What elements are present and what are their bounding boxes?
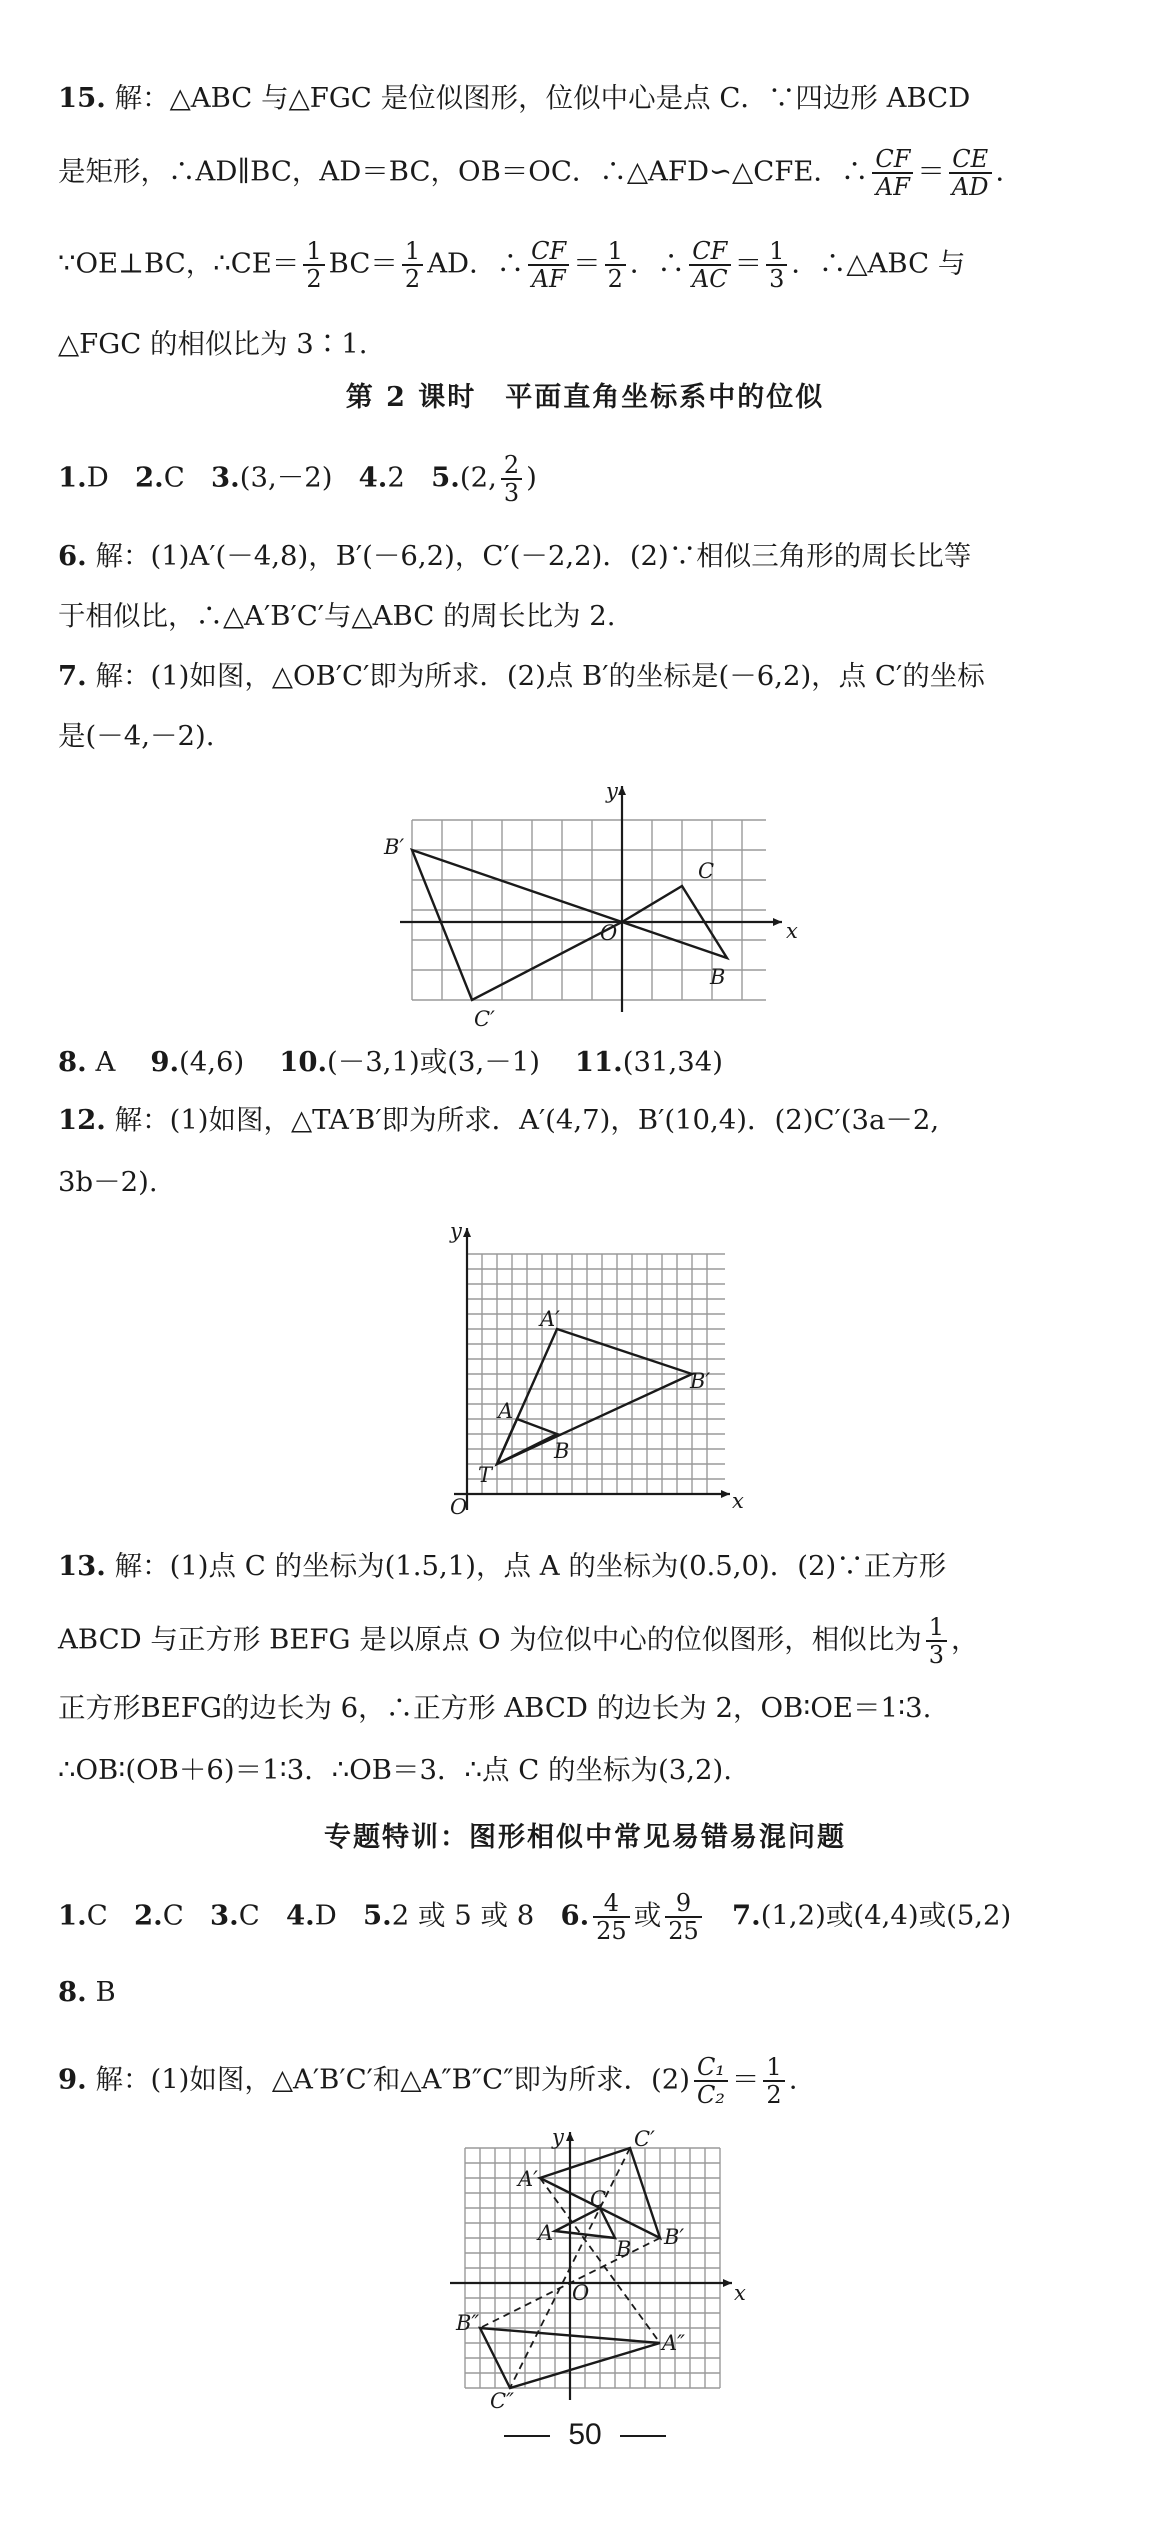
q7-figure: [380, 772, 800, 1032]
answer-6-fraction-2: $\frac{9}{25}$: [665, 1890, 702, 1944]
x-axis-label: x: [786, 919, 798, 943]
page-number-dash-right: [620, 2435, 666, 2437]
q7-coordinate-grid: [380, 772, 800, 1032]
point-a1-label: A′: [518, 2167, 538, 2191]
q15-line-2: 是矩形，∴AD∥BC，AD＝BC，OB＝OC．∴△AFD∽△CFE．∴ $\frac{CF}{AF}$ ＝ $\frac{CE}{AD}$ ．: [58, 145, 1023, 201]
point-c2-label: C″: [490, 2389, 514, 2413]
q12-coordinate-grid: [440, 1218, 744, 1519]
y-axis-label: y: [552, 2125, 564, 2149]
q15-frac-third: $\frac{1}{3}$: [766, 238, 787, 292]
q9-frac-c1-c2: $\frac{\text{C₁}}{\text{C₂}}$: [694, 2054, 728, 2108]
q13-line-4: ∴OB∶(OB＋6)＝1∶3．∴OB＝3．∴点 C 的坐标为(3,2).: [58, 1754, 732, 1786]
page-number-dash-left: [504, 2435, 550, 2437]
q13-line-3: 正方形BEFG的边长为 6，∴正方形 ABCD 的边长为 2，OB∶OE＝1∶3.: [58, 1692, 932, 1724]
point-b-label: B: [554, 1439, 570, 1463]
answers-row-8-11: 8. A 9.(4,6) 10.(－3,1)或(3,－1) 11.(31,34): [58, 1046, 723, 1078]
origin-label: O: [450, 1495, 468, 1519]
q15-frac-half-3: $\frac{1}{2}$: [605, 238, 626, 292]
q7-line-1: 7. 解：(1)如图，△OB′C′即为所求．(2)点 B′的坐标是(－6,2)，点 C′的坐标: [58, 660, 985, 692]
answer-5-fraction: $\frac{2}{3}$: [501, 452, 522, 506]
point-b1-label: B′: [690, 1369, 711, 1393]
x-axis-arrow-icon: [773, 918, 782, 926]
q13-line-1: 13. 解：(1)点 C 的坐标为(1.5,1)，点 A 的坐标为(0.5,0)．(2)∵正方形: [58, 1550, 947, 1582]
point-b2-label: B″: [456, 2311, 480, 2335]
q7-line-2: 是(－4,－2).: [58, 720, 215, 752]
section-heading-special-training: 专题特训：图形相似中常见易错易混问题: [324, 1822, 846, 1853]
q15-frac-half-1: $\frac{1}{2}$: [303, 238, 324, 292]
q15-text-2: 是矩形，∴AD∥BC，AD＝BC，OB＝OC．∴△AFD∽△CFE．∴: [58, 155, 869, 188]
q15-text-1: 解：△ABC 与△FGC 是位似图形，位似中心是点 C．∵四边形 ABCD: [105, 82, 971, 114]
x-axis-label: x: [732, 1489, 744, 1513]
q9-frac-half: $\frac{1}{2}$: [763, 2054, 784, 2108]
section-heading-lesson-2: 第 2 课时 平面直角坐标系中的位似: [345, 382, 825, 413]
point-b1-label: B′: [664, 2225, 685, 2249]
point-a1-label: A′: [540, 1307, 560, 1331]
point-c1-label: C′: [474, 1007, 495, 1031]
q15-frac-half-2: $\frac{1}{2}$: [402, 238, 423, 292]
q9-figure: [430, 2124, 750, 2414]
point-b1-label: B′: [384, 835, 405, 859]
point-a-label: A: [498, 1399, 514, 1423]
q12-line-2: 3b－2).: [58, 1166, 158, 1198]
y-axis-label: y: [606, 779, 618, 803]
point-c1-label: C′: [634, 2127, 655, 2151]
x-axis-label: x: [734, 2281, 746, 2305]
point-a-label: A: [538, 2221, 554, 2245]
q15-frac-cf-af-2: $\frac{CF}{AF}$: [528, 238, 569, 292]
y-axis-arrow-icon: [566, 2132, 574, 2141]
point-c-label: C: [698, 859, 715, 883]
origin-label: O: [600, 921, 618, 945]
page-number-value: 50: [568, 2418, 602, 2451]
q13-fraction: $\frac{1}{3}$: [926, 1614, 947, 1668]
q6-line-1: 6. 解：(1)A′(－4,8)，B′(－6,2)，C′(－2,2)．(2)∵相似三角形的周长比等: [58, 540, 972, 572]
origin-label: O: [572, 2281, 590, 2305]
q15-number: 15.: [58, 82, 106, 114]
x-axis-arrow-icon: [723, 2279, 732, 2287]
q9-line-1: 9. 解：(1)如图，△A′B′C′和△A″B″C″即为所求．(2) $\frac{\text{C₁}}{\text{C₂}}$ ＝ $\frac{1}{2}$ .: [58, 2053, 798, 2109]
q15-frac-cf-af: $\frac{CF}{AF}$: [872, 146, 913, 200]
x-axis-arrow-icon: [721, 1490, 730, 1498]
q13-line-2: ABCD 与正方形 BEFG 是以原点 O 为位似中心的位似图形，相似比为 $\frac{1}{3}$ ，: [58, 1613, 979, 1669]
point-b-label: B: [710, 965, 726, 989]
point-c-label: C: [590, 2187, 607, 2211]
q6-line-2: 于相似比，∴△A′B′C′与△ABC 的周长比为 2.: [58, 600, 616, 632]
page-number: [0, 2418, 1170, 2452]
grid-lines: [467, 1254, 725, 1494]
q15-frac-ce-ad: $\frac{CE}{AD}$: [949, 146, 992, 200]
y-axis-label: y: [450, 1219, 462, 1243]
answers-row-1-5: 1.D 2.C 3.(3,－2) 4.2 5.(2, $\frac{2}{3}$ ): [58, 451, 537, 507]
q15-line-4: △FGC 的相似比为 3∶1.: [58, 328, 368, 360]
answers-row-8: 8. B: [58, 1976, 116, 2008]
q15-line-3: ∵OE⊥BC，∴CE＝ $\frac{1}{2}$ BC＝ $\frac{1}{2}$ AD．∴ $\frac{CF}{AF}$ ＝ $\frac{1}{2}$ ．∴ $\frac{CF}{AC}$ ＝ $\frac{1}{3}$ ．∴△ABC 与: [58, 237, 966, 293]
point-t-label: T: [478, 1463, 493, 1487]
answers-row-1-7: 1.C 2.C 3.C 4.D 5.2 或 5 或 8 6. $\frac{4}{25}$ 或 $\frac{9}{25}$ 7.(1,2)或(4,4)或(5,2): [58, 1889, 1012, 1945]
y-axis-arrow-icon: [463, 1228, 471, 1237]
q12-line-1: 12. 解：(1)如图，△TA′B′即为所求．A′(4,7)，B′(10,4)．(2)C′(3a－2,: [58, 1104, 940, 1136]
point-b-label: B: [616, 2237, 632, 2261]
y-axis-arrow-icon: [618, 786, 626, 795]
q15-frac-cf-ac: $\frac{CF}{AC}$: [689, 238, 731, 292]
q12-figure: [440, 1218, 744, 1519]
point-a2-label: A″: [662, 2331, 686, 2355]
q9-coordinate-grid: [430, 2124, 750, 2414]
triangle-t-a1-b1: [497, 1329, 692, 1464]
answer-6-fraction-1: $\frac{4}{25}$: [593, 1890, 630, 1944]
triangle-o-b1-c1: [412, 850, 622, 1000]
q15-line-1: [58, 78, 1118, 118]
